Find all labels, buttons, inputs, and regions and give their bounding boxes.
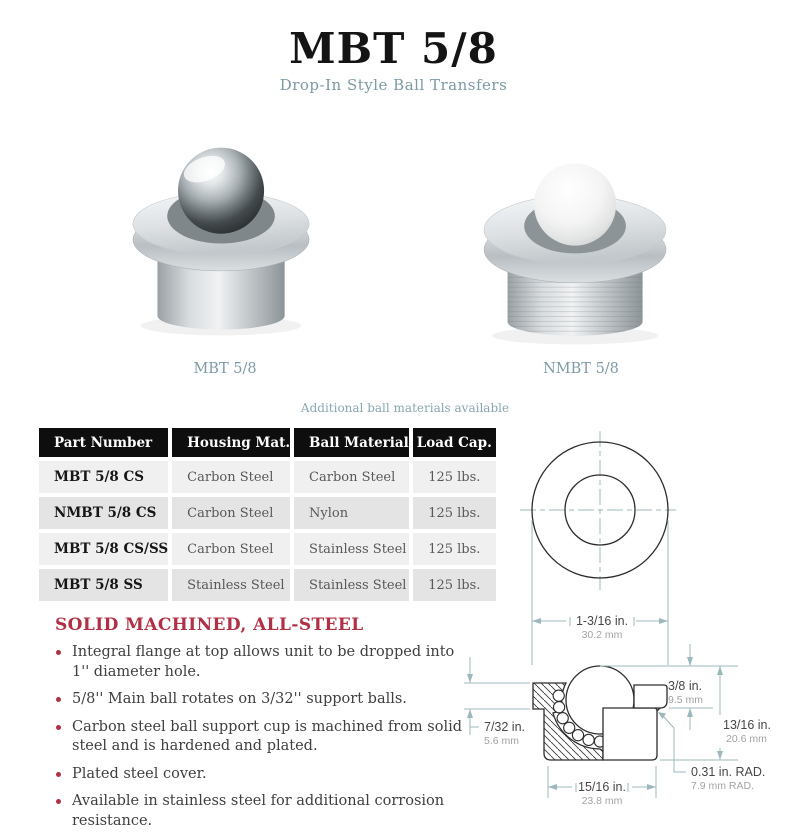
side-view-section <box>464 644 771 807</box>
photo-caption-nmbt: NMBT 5/8 <box>543 361 619 377</box>
dim-overall-height-mm: 20.6 mm <box>726 733 767 745</box>
dim-flange-thk <box>467 657 525 747</box>
features-heading: SOLID MACHINED, ALL-STEEL <box>55 615 364 635</box>
main-ball-nylon <box>534 163 616 245</box>
photo-caption-mbt: MBT 5/8 <box>193 361 257 377</box>
technical-drawing <box>460 420 787 819</box>
dim-body-dia <box>548 766 656 807</box>
cell-part: MBT 5/8 CS <box>39 461 168 493</box>
dim-flange-dia-in: 1-3/16 in. <box>575 614 629 628</box>
product-photo-nmbt <box>462 138 692 363</box>
cell-ball: Nylon <box>294 497 409 529</box>
product-photo-mbt <box>108 130 338 355</box>
flange-exterior <box>634 685 667 708</box>
materials-note: Additional ball materials available <box>300 401 510 415</box>
cell-load: 125 lbs. <box>413 461 496 493</box>
page-title: MBT 5/8 <box>289 24 498 73</box>
dim-flange-thk-in: 7/32 in. <box>484 720 526 734</box>
cell-load: 125 lbs. <box>413 533 496 565</box>
dim-ball-height-in: 3/8 in. <box>668 679 703 693</box>
features-list <box>55 643 473 839</box>
cell-part: NMBT 5/8 CS <box>39 497 168 529</box>
cell-housing: Carbon Steel <box>172 461 290 493</box>
cell-part: MBT 5/8 CS/SS <box>39 533 168 565</box>
dim-corner-radius-in: 0.31 in. RAD. <box>691 765 766 779</box>
page-subtitle: Drop-In Style Ball Transfers <box>279 76 508 94</box>
table-row <box>39 497 496 529</box>
table-row <box>39 569 496 601</box>
spec-table <box>35 424 500 605</box>
top-view <box>520 431 676 665</box>
cell-ball: Stainless Steel <box>294 533 409 565</box>
feature-item: 5/8'' Main ball rotates on 3/32'' support balls. <box>55 690 473 710</box>
cell-ball: Stainless Steel <box>294 569 409 601</box>
dim-corner-radius-mm: 7.9 mm RAD. <box>691 780 755 792</box>
table-header-row <box>39 428 496 457</box>
dim-ball-height-mm: 9.5 mm <box>668 694 704 706</box>
cell-housing: Carbon Steel <box>172 533 290 565</box>
feature-item: Integral flange at top allows unit to be dropped into 1'' diameter hole. <box>55 643 473 682</box>
col-header-housing: Housing Mat. <box>172 428 290 457</box>
cell-housing: Stainless Steel <box>172 569 290 601</box>
cell-housing: Carbon Steel <box>172 497 290 529</box>
table-row <box>39 533 496 565</box>
dim-overall-height <box>717 666 771 760</box>
table-row <box>39 461 496 493</box>
dim-body-dia-mm: 23.8 mm <box>581 795 623 807</box>
dim-body-dia-in: 15/16 in. <box>578 780 626 794</box>
feature-item: Available in stainless steel for additional corrosion resistance. <box>55 792 473 831</box>
dim-flange-thk-mm: 5.6 mm <box>484 735 520 747</box>
dim-flange-dia <box>532 614 668 641</box>
cell-part: MBT 5/8 SS <box>39 569 168 601</box>
cell-load: 125 lbs. <box>413 497 496 529</box>
col-header-part: Part Number <box>39 428 168 457</box>
cell-load: 125 lbs. <box>413 569 496 601</box>
col-header-load: Load Cap. <box>413 428 496 457</box>
dim-flange-dia-mm: 30.2 mm <box>581 629 623 641</box>
col-header-ball: Ball Material <box>294 428 409 457</box>
cell-ball: Carbon Steel <box>294 461 409 493</box>
feature-item: Plated steel cover. <box>55 765 473 785</box>
dim-overall-height-in: 13/16 in. <box>723 718 771 732</box>
feature-item: Carbon steel ball support cup is machined from solid steel and is hardened and plated. <box>55 718 473 757</box>
body-exterior <box>603 708 657 760</box>
dim-ball-height <box>668 644 703 730</box>
